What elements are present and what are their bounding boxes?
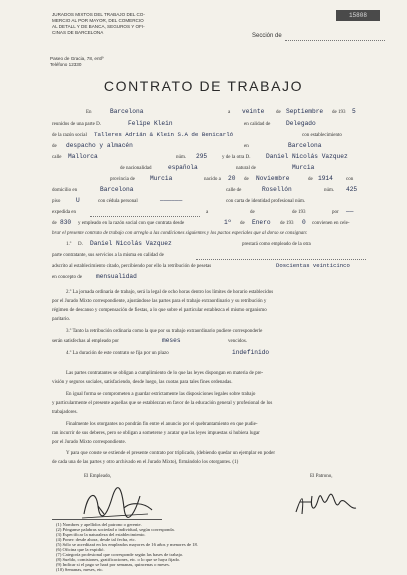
p16-text: en concepto de [52,275,82,280]
p6-nationality: española [168,164,198,171]
p2-en-calidad: en calidad de [244,122,271,127]
p11-month: Enero [252,219,271,226]
p1-de: de [276,110,281,115]
footnote-rule [52,519,162,520]
p3-label: de la razón social [52,133,87,138]
p18: por el Jurado Mixto correspondiente, ajustándose las partes para el trabajo extraordinario y su retribución y [52,299,267,304]
p1-day: veinte [242,108,265,115]
p11-label: de [52,221,57,226]
footnote-10: (10) Semanas, meses, etc. [56,567,104,572]
p9-cedula: con cédula personal [98,199,138,204]
header-jurados-line-2: MERCIO AL POR MAYOR, DEL COMERCIO [52,18,144,23]
p7-province: Murcia [150,175,173,182]
p13-d: D. [78,242,83,247]
p4-city: Barcelona [288,142,322,149]
p15-amount: Doscientas veinticinco [276,262,350,269]
employer-signature [290,490,360,520]
p12: brar el presente contrato de trabajo con arreglo a las condiciones siguientes y los pactos especiales que al dorso se consignan: [52,231,308,236]
p15-text: adscrito al establecimiento citado, percibiendo por ello la retribución de pesetas [52,264,212,269]
p28: trabajadores. [52,410,78,415]
p1-city: Barcelona [110,108,144,115]
p14: parte contratante, sus servicios a la misma en calidad de [52,253,164,258]
p11-day: 1º [224,219,232,226]
p7-year: 1914 [318,175,333,182]
p10-date-label: a [206,210,209,215]
p1-en: En [86,110,92,115]
p11-suffix: convienen en cele- [312,221,350,226]
p23-duration: indefinido [232,349,270,356]
p5-otra: y de la otra D. [222,155,251,160]
p21: 3.º Tanto la retribución ordinaria como la que por su trabajo extraordinario pudiere corresponderle [66,329,263,334]
header-jurados-line-3: AL DETALL Y DE BANCA, SEGUROS Y OFI- [52,24,145,29]
employee-signature-label: El Empleado, [84,474,112,479]
p8-street: Rosellón [262,186,292,193]
p4-label: de [52,144,57,149]
p7-con: con [346,177,354,182]
p6-natural: natural de [236,166,256,171]
header-jurados-line-1: JURADOS MIXTOS DEL TRABAJO DEL CO- [52,12,145,17]
p17: 2.º La jornada ordinaria de trabajo, será la legal de ocho horas dentro los límites de horario establecidos [66,290,274,295]
p3-company: Talleres Adrián & Klein S.A de Benicarló [94,131,234,138]
p33: de cada una de las partes y otro archivado en el Jurado Mixto), firmándolo los otorgantes. (1) [52,460,239,465]
p30: ran incurrir de sus deberes, pero se obligan a someterse y acatar que las leyes impuestas si hubiera lugar [52,431,260,436]
footnote-3: (3) Especificar la naturaleza del establecimiento. [56,532,146,537]
p10-exp: expedida en [52,210,77,215]
p6-natural-val: Murcia [292,164,315,171]
p2-role: Delegado [286,120,316,127]
p8-num-label: núm. [324,188,335,193]
p9-suffix: con carta de identidad profesional núm. [226,199,306,204]
p5-calle: calle [52,155,62,160]
p7-de: de [244,177,249,182]
p1-month: Septiembre [286,108,324,115]
p10-dash: —— [346,208,354,215]
p13-num: 1.º [66,242,72,247]
p7-prov: provincia de [110,177,135,182]
seccion-label: Sección de [252,33,282,39]
footnote-8: (8) Sueldo, comisiones, gratificaciones, etc. o lo que se haya fijado. [56,557,181,562]
header-address: Paseo de Gracia, 78, entlº [50,56,104,61]
header-jurados-line-4: CINAS DE BARCELONA [52,30,104,35]
employer-signature-label: El Patrono, [310,474,333,479]
footnote-7: (7) Categoría profesional que corresponde según las bases de trabajo. [56,552,184,557]
p8-city: Barcelona [100,186,134,193]
p13-worker: Daniel Nicolás Vazquez [90,240,172,247]
p7-month: Noviembre [256,175,290,182]
p10-year-label: de 193 [292,210,306,215]
p6-nac: de nacionalidad [120,166,152,171]
p31: por el Jurado Mixto correspondiente. [52,440,127,445]
p9-piso: piso [52,199,61,204]
registration-stamp: 15808 [336,10,380,21]
p1-year-label: de 193 [332,110,346,115]
p29: Finalmente los otorgantes no pondrán fin entre el anuncio por el quebrantamiento en que pudie- [66,422,258,427]
p20: paritario. [52,317,71,322]
p11-year: 0 [302,219,306,226]
p2-label: reunidos de una parte D. [52,122,102,127]
p8-dom: domicilio en [52,188,78,193]
p9-floor: U [76,197,80,204]
document-title: CONTRATO DE TRABAJO [103,78,304,94]
footnote-5: (5) Sólo se acreditará en los empleados mayores de 16 años y menores de 18. [56,542,198,547]
p1-a: a [228,110,231,115]
p22-suffix: vencidos. [228,339,248,344]
p11-year-label: de 193 [280,221,294,226]
p5-num-label: núm. [176,155,187,160]
p5-num: 295 [196,153,208,160]
p32: Y para que conste se extiende el presente contrato por triplicado, (debiendo quedar un ejemplar en poder [66,451,276,456]
p10-exp-line [90,216,200,217]
p10-por: por [332,210,339,215]
p25: visión y seguros sociales, satisfaciendo, desde luego, las cuotas para tales fines ordenadas. [52,380,233,385]
seccion-line [285,40,385,41]
p7-day: 20 [228,175,236,182]
p8-calle: calle de [226,188,242,193]
p11-de: de [240,221,245,226]
p8-num: 425 [346,186,358,193]
employee-signature [78,484,160,524]
p13-text: prestará como empleado de la otra [242,242,311,247]
p7-de2: de [308,177,313,182]
p24: Las partes contratantes se obligan a cumplimiento de lo que las leyes dispongan en materia de pre- [66,371,264,376]
footnote-9: (9) Indicar si el pago se hará por semanas, quincenas o meses. [56,562,170,567]
footnote-6: (6) Oficina que la expidió. [56,547,105,552]
p27: y particularmente el presente aquellas que se establezcan en favor de la educación general y profesional de los [52,401,273,406]
p26: En igual forma se comprometen a guardar estrictamente las disposiciones legales sobre trabajo [66,392,256,397]
p2-name: Felipe Klein [128,120,173,127]
footnote-1: (1) Nombres y apellidos del patrono o gerente. [56,522,142,527]
p5-street: Mallorca [68,153,98,160]
p10-de: de [250,210,255,215]
p16-concept: mensualidad [96,273,137,280]
p14-line [196,259,366,260]
p22-text: serán satisfechas al empleado por [52,339,119,344]
p7-nacido: nacido a [204,177,221,182]
footnote-4: (4) Poner: desde ahora, desde tal fecha, etc. [56,537,136,542]
p19: régimen de descanso y compensación de fiestas, a lo que sobre el particular establezca el mismo organismo [52,308,267,313]
footnote-2: (2) Pónganse palabras sociedad o individual, según corresponda. [56,527,175,532]
p4-business: despacho y almacén [66,142,133,149]
p4-en: en [244,144,249,149]
p9-cedula-val: —————— [160,197,183,204]
p23-text: 4.º La duración de este contrato se fija por un plazo [66,351,169,356]
p11-num: 830 [60,219,72,226]
p11-text: y empleado en la razón social con que contrata desde [78,221,185,226]
p22-period: meses [162,337,181,344]
p3-suffix: con establecimiento [302,133,342,138]
p1-year: 5 [352,108,356,115]
p5-worker: Daniel Nicolás Vazquez [266,153,348,160]
header-phone: Teléfono 12330 [50,62,82,67]
